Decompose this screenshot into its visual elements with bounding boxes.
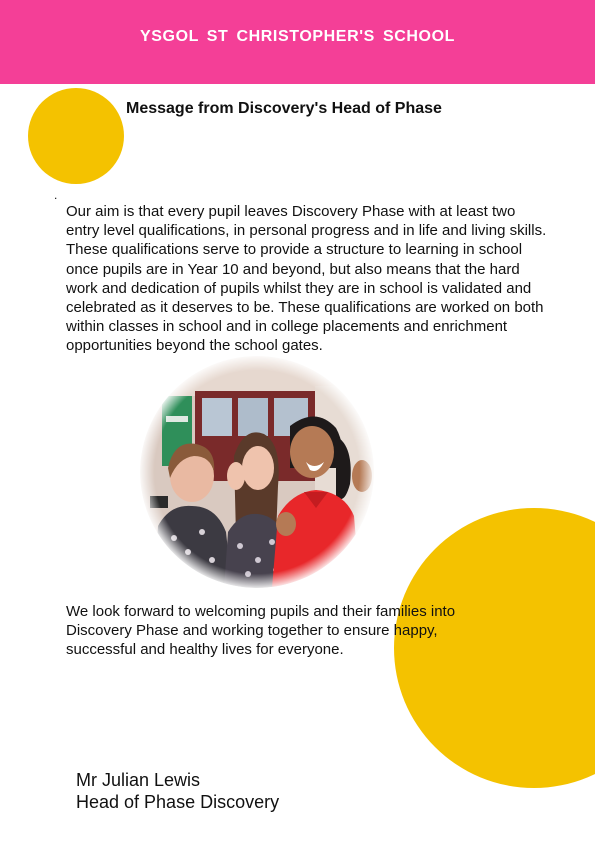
page-title: Message from Discovery's Head of Phase [126, 100, 442, 117]
signature-role: Head of Phase Discovery [76, 792, 280, 812]
signature-block [76, 769, 279, 813]
header-bar [0, 0, 595, 84]
body-paragraph-1: Our aim is that every pupil leaves Discovery Phase with at least two entry level qualifications, in personal progress and in life and living skills. These qualifications serve to provide a structure to learning in school once pupils are in Year 10 and beyond, but also means that the hard work and dedication of pupils whilst they are in school is validated and celebrated as it deserves to be. These qualifications are worked on both within classes in school and in college placements and enrichment opportunities beyond the school gates. [66, 203, 547, 355]
pupils-photo [140, 356, 374, 588]
signature-name: Mr Julian Lewis [76, 770, 201, 790]
stray-mark: . [54, 188, 58, 202]
decorative-yellow-circle-small [28, 88, 124, 184]
body-paragraph-2: We look forward to welcoming pupils and their families into Discovery Phase and working together to ensure happy, successful and healthy lives for everyone. [66, 603, 456, 659]
school-name: YSGOL ST CHRISTOPHER'S SCHOOL [140, 28, 455, 45]
